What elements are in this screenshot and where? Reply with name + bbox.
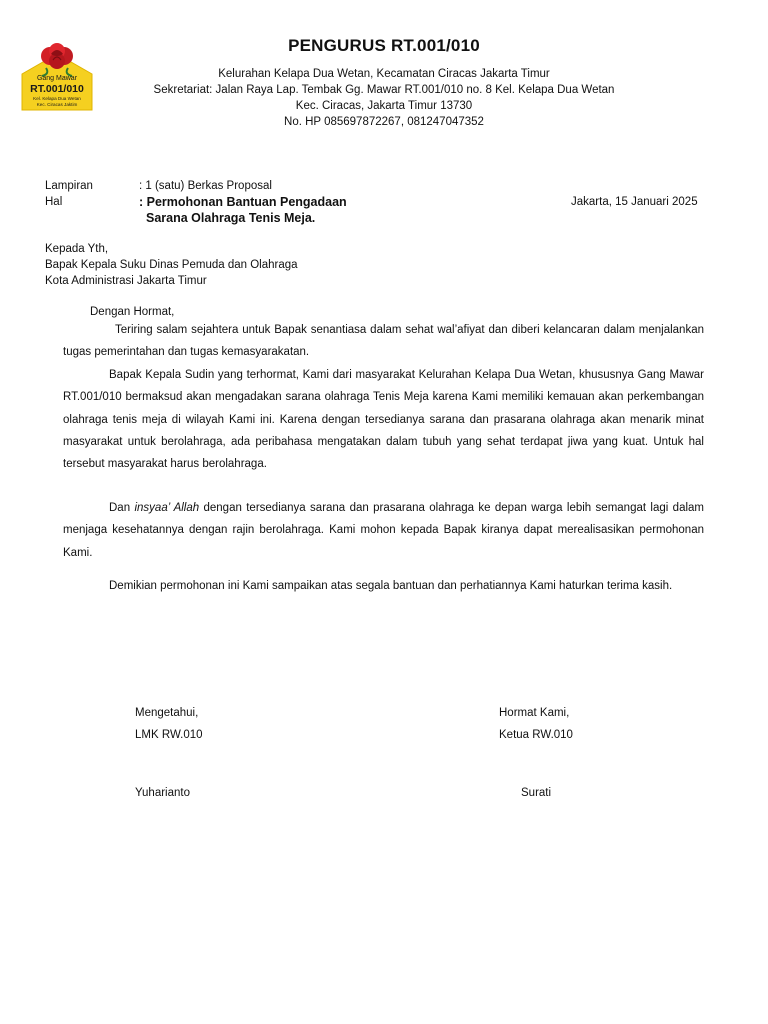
paragraph-2 [63, 364, 704, 475]
lampiran-label: Lampiran [45, 180, 93, 192]
logo-line3: Kel. Kelapa Dua Wetan [33, 96, 81, 101]
logo-line4: Kec. Ciracas Jaktim [36, 102, 78, 107]
letterhead-line-3: Kec. Ciracas, Jakarta Timur 13730 [295, 100, 473, 112]
hal-label: Hal [45, 196, 63, 208]
paragraph-1 [63, 319, 704, 364]
logo-line1: Gang Mawar [36, 75, 78, 82]
letterhead-title: PENGURUS RT.001/010 [288, 36, 480, 55]
paragraph-3-post: dengan tersedianya sarana dan prasarana olahraga ke depan warga lebih semangat lagi dalam menjaga kesehatannya dengan rajin berolahraga. Kami mohon kepada Bapak kiranya dapat merealisasikan permohonan Kami. [63, 502, 704, 559]
recipient-line2: Bapak Kepala Suku Dinas Pemuda dan Olahraga [45, 259, 298, 271]
paragraph-4-text: Demikian permohonan ini Kami sampaikan atas segala bantuan dan perhatiannya Kami haturkan terima kasih. [109, 580, 673, 592]
paragraph-3 [63, 497, 704, 564]
paragraph-2-text: Bapak Kepala Sudin yang terhormat, Kami dari masyarakat Kelurahan Kelapa Dua Wetan, khususnya Gang Mawar RT.001/010 bermaksud akan mengadakan sarana olahraga Tenis Meja karena Kami memiliki kemauan akan perkembangan olahraga tenis meja di wilayah Kami ini. Karena dengan tersedianya sarana dan prasarana olahraga akan menarik minat masyarakat untuk berolahraga, ada peribahasa mengatakan dalam tubuh yang sehat terdapat jiwa yang kuat. Untuk hal tersebut masyarakat harus berolahraga. [63, 369, 704, 471]
letterhead-line-2: Sekretariat: Jalan Raya Lap. Tembak Gg. Mawar RT.001/010 no. 8 Kel. Kelapa Dua Wetan [153, 84, 615, 96]
lampiran-value: : 1 (satu) Berkas Proposal [139, 180, 272, 192]
signature-left-line1: Mengetahui, [135, 707, 199, 719]
recipient-line1: Kepada Yth, [45, 243, 109, 255]
greeting: Dengan Hormat, [90, 306, 175, 318]
letterhead-line-4: No. HP 085697872267, 081247047352 [284, 116, 484, 128]
recipient-line3: Kota Administrasi Jakarta Timur [45, 275, 207, 287]
paragraph-3-pre: Dan [109, 502, 135, 514]
signature-left-line2: LMK RW.010 [135, 729, 203, 741]
signature-left [135, 705, 203, 744]
letter-date: Jakarta, 15 Januari 2025 [571, 196, 698, 208]
paragraph-1-text: Teriring salam sejahtera untuk Bapak senantiasa dalam sehat wal’afiyat dan diberi kelancaran dalam menjalankan tugas pemerintahan dan tugas kemasyarakatan. [63, 324, 704, 359]
signature-right-line1: Hormat Kami, [499, 707, 570, 719]
signature-right-name: Surati [521, 787, 552, 799]
letterhead-line-1: Kelurahan Kelapa Dua Wetan, Kecamatan Ciracas Jakarta Timur [218, 68, 550, 80]
signature-right-line2: Ketua RW.010 [499, 729, 573, 741]
signature-left-name: Yuharianto [135, 787, 190, 799]
paragraph-3-italic: insyaa’ Allah [134, 502, 200, 514]
hal-value-line1: : Permohonan Bantuan Pengadaan [139, 195, 347, 209]
hal-value-line2: Sarana Olahraga Tenis Meja. [146, 211, 316, 225]
signature-right [499, 705, 573, 744]
paragraph-4 [63, 575, 704, 597]
logo-line2: RT.001/010 [30, 83, 84, 95]
